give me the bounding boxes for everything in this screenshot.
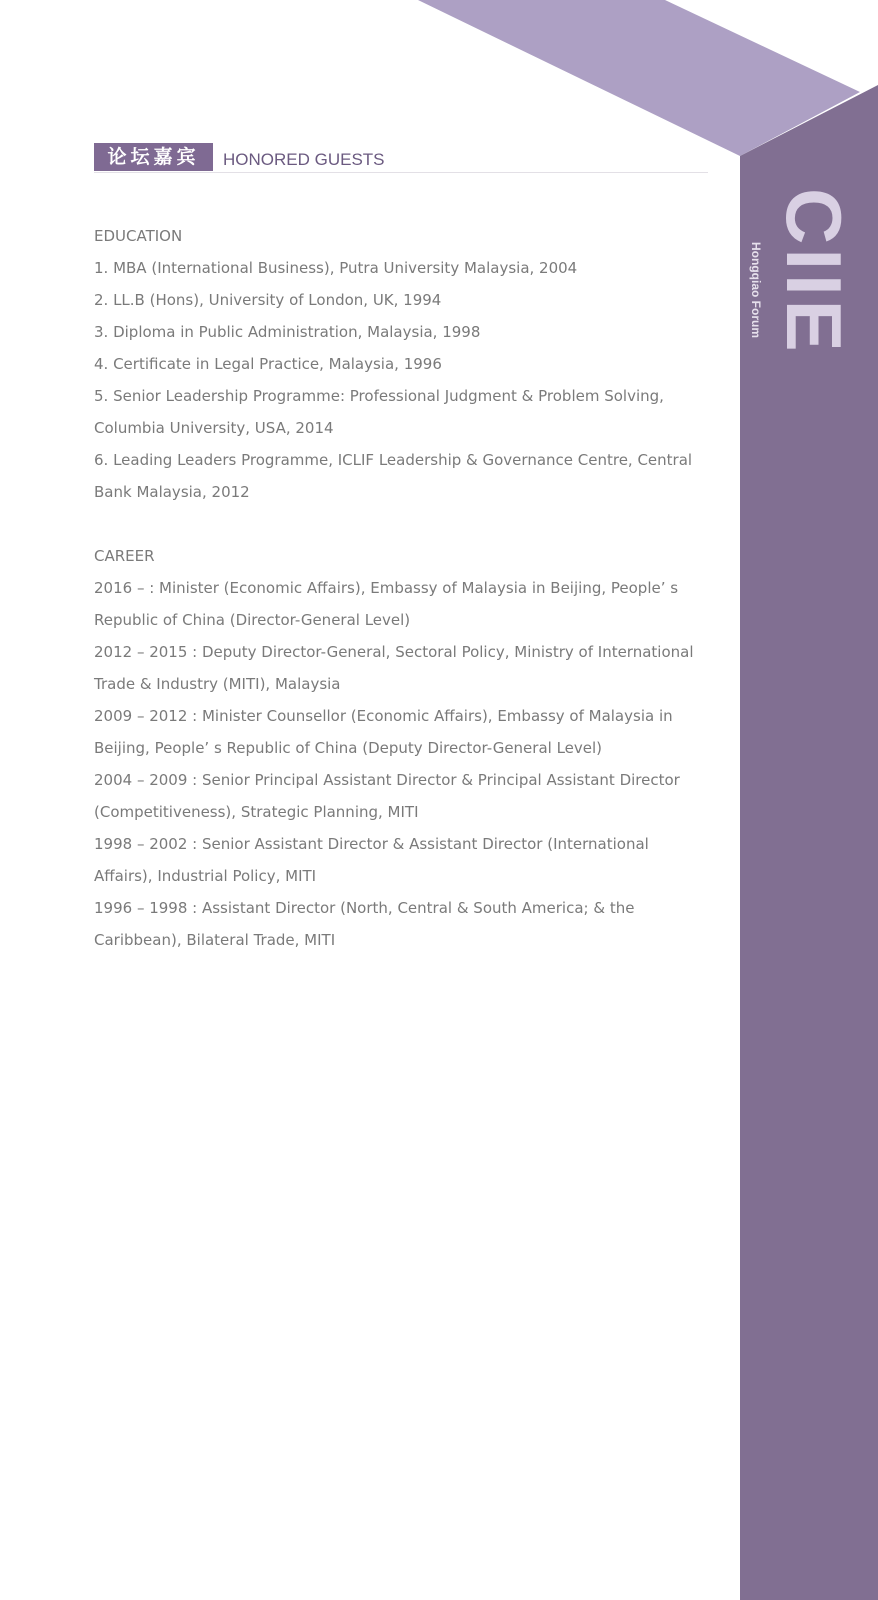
education-item: 5. Senior Leadership Programme: Professional Judgment & Problem Solving, Columbia University, USA, 2014 bbox=[94, 387, 664, 437]
career-item: 2016 – : Minister (Economic Affairs), Embassy of Malaysia in Beijing, People’ s Republic of China (Director-General Level) bbox=[94, 579, 679, 629]
section-spacer bbox=[94, 508, 694, 540]
section-header bbox=[94, 143, 708, 173]
education-item: 3. Diploma in Public Administration, Malaysia, 1998 bbox=[94, 323, 481, 341]
education-item: 1. MBA (International Business), Putra University Malaysia, 2004 bbox=[94, 259, 578, 277]
career-item: 1998 – 2002 : Senior Assistant Director & Assistant Director (International Affairs), Industrial Policy, MITI bbox=[94, 835, 649, 885]
header-title-en: HONORED GUESTS bbox=[223, 150, 385, 169]
career-item: 1996 – 1998 : Assistant Director (North, Central & South America; & the Caribbean), Bilateral Trade, MITI bbox=[94, 899, 635, 949]
career-item: 2009 – 2012 : Minister Counsellor (Economic Affairs), Embassy of Malaysia in Beijing, People’ s Republic of China (Deputy Director-General Level) bbox=[94, 707, 673, 757]
education-item: 4. Certificate in Legal Practice, Malaysia, 1996 bbox=[94, 355, 442, 373]
education-item: 2. LL.B (Hons), University of London, UK, 1994 bbox=[94, 291, 442, 309]
bio-content bbox=[94, 220, 694, 956]
career-title: CAREER bbox=[94, 547, 155, 565]
career-item: 2004 – 2009 : Senior Principal Assistant Director & Principal Assistant Director (Competitiveness), Strategic Planning, MITI bbox=[94, 771, 680, 821]
ciie-logo: CIIE bbox=[770, 188, 858, 356]
career-item: 2012 – 2015 : Deputy Director-General, Sectoral Policy, Ministry of International Trade & Industry (MITI), Malaysia bbox=[94, 643, 694, 693]
hongqiao-forum-label: Hongqiao Forum bbox=[749, 242, 763, 338]
brand-mark bbox=[720, 180, 878, 360]
education-title: EDUCATION bbox=[94, 227, 183, 245]
education-item: 6. Leading Leaders Programme, ICLIF Leadership & Governance Centre, Central Bank Malaysia, 2012 bbox=[94, 451, 693, 501]
header-title-cn: 论坛嘉宾 bbox=[94, 143, 213, 171]
